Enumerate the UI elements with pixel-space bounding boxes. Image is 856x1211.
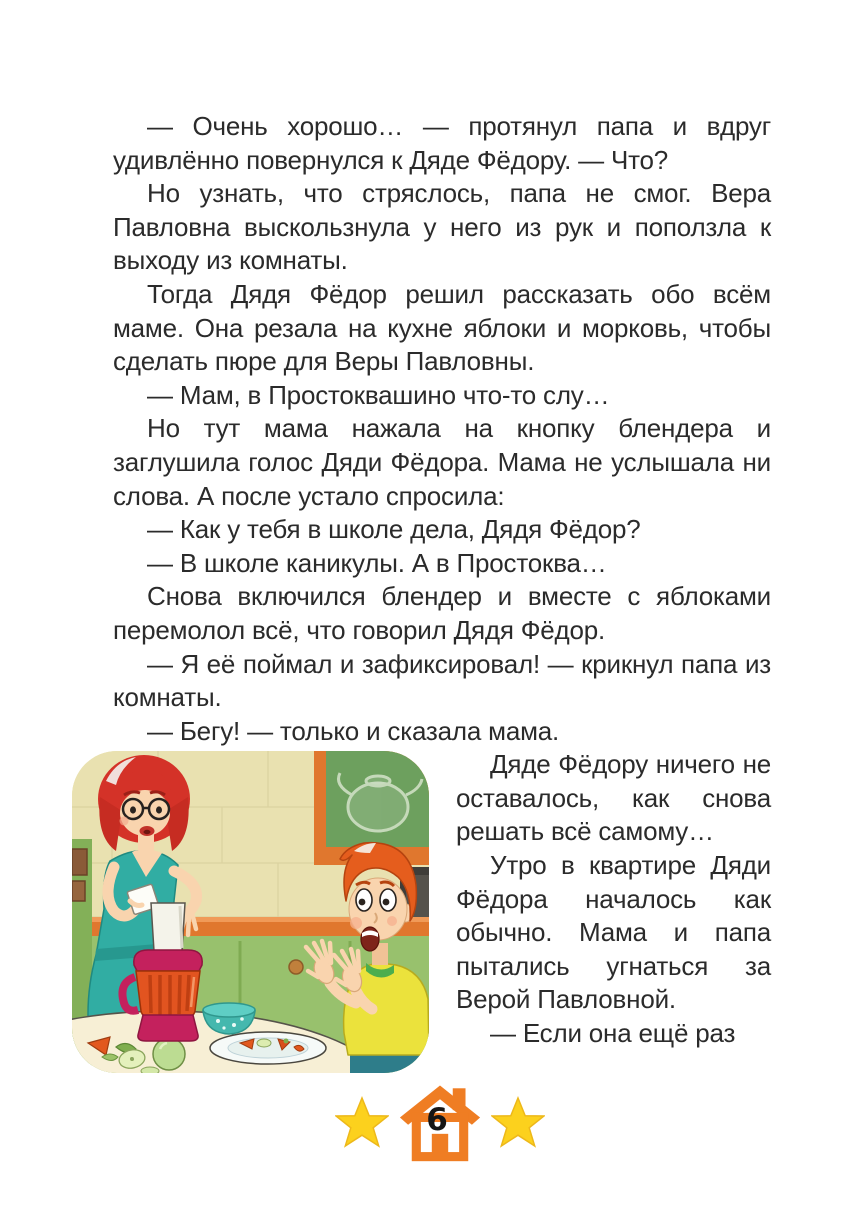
story-text bbox=[113, 110, 771, 1079]
kitchen-scene bbox=[72, 751, 429, 1073]
paragraph: — Как у тебя в школе дела, Дядя Фёдор? bbox=[147, 514, 641, 545]
star-icon-left bbox=[335, 1096, 389, 1148]
star-icon-right bbox=[491, 1096, 545, 1148]
page-footer bbox=[0, 1082, 856, 1162]
paragraph: — Я её поймал и зафиксировал! — крикнул папа из комнаты. bbox=[113, 648, 771, 713]
paragraph: Но узнать, что стряслось, папа не смог. Вера Павловна выскользнула у него из рук и поползла к выходу из комнаты. bbox=[113, 178, 771, 276]
paragraph: — Бегу! — только и сказала мама. bbox=[147, 715, 560, 746]
paragraph: Тогда Дядя Фёдор решил рассказать обо всём маме. Она резала на кухне яблоки и морковь, чтобы сделать пюре для Веры Павловны. bbox=[113, 278, 771, 377]
paragraph: Но тут мама нажала на кнопку блендера и заглушила голос Дяди Фёдора. Мама не услышала ни слова. А после устало спросила: bbox=[113, 413, 771, 511]
paragraph: Снова включился блендер и вместе с яблоками перемолол всё, что говорил Дядя Фёдор. bbox=[113, 581, 771, 645]
paragraph: — Если она ещё раз bbox=[490, 1018, 736, 1049]
paragraph: — Очень хорошо… — протянул папа и вдруг удивлённо повернулся к Дяде Фёдору. — Что? bbox=[113, 111, 771, 175]
page-number-house bbox=[399, 1082, 481, 1162]
paragraph: Утро в квартире Дяди Фёдора началось как обычно. Мама и папа пытались угнаться за Верой Павловной. bbox=[456, 850, 771, 1015]
paragraph: Дяде Фёдору ничего не оставалось, как снова решать всё самому… bbox=[456, 749, 771, 847]
paragraph: — Мам, в Простоквашино что-то слу… bbox=[147, 379, 610, 410]
page-number: 6 bbox=[426, 1102, 448, 1138]
plate bbox=[210, 1032, 326, 1064]
kitchen-illustration bbox=[72, 751, 429, 1073]
paragraph: — В школе каникулы. А в Простоква… bbox=[147, 547, 607, 578]
